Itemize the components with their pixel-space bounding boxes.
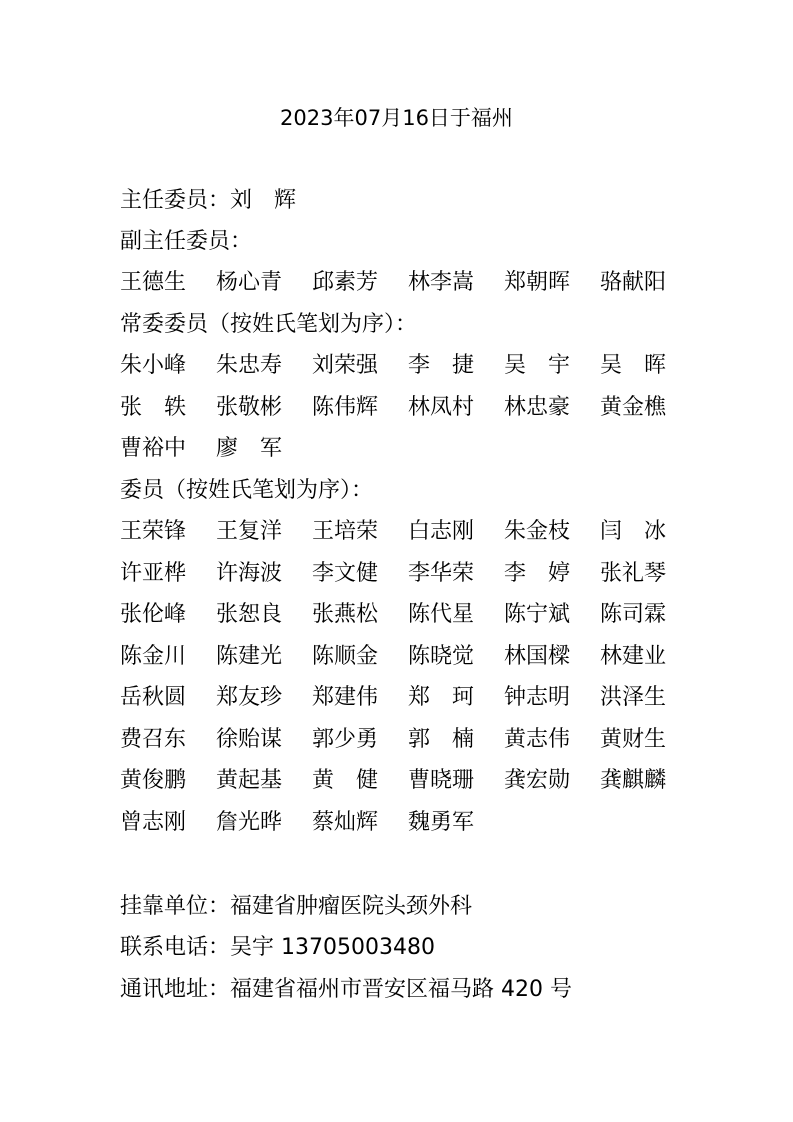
member-name: 郭 楠 <box>408 727 475 752</box>
vice-chair-name: 王德生 <box>120 270 187 295</box>
member-name: 郑友珍 <box>216 685 283 710</box>
standing-row <box>120 348 680 384</box>
member-name: 黄财生 <box>600 727 667 752</box>
member-name: 闫 冰 <box>600 519 667 544</box>
member-name: 徐贻谋 <box>216 727 283 752</box>
member-name: 洪泽生 <box>600 685 667 710</box>
member-row <box>120 639 680 675</box>
member-name: 许海波 <box>216 561 283 586</box>
chair-label: 主任委员： <box>120 188 231 213</box>
vice-chair-label: 副主任委员： <box>120 229 253 254</box>
standing-name: 张敬彬 <box>216 395 283 420</box>
standing-name: 廖 军 <box>216 436 283 461</box>
standing-name: 李 捷 <box>408 353 475 378</box>
member-row <box>120 805 680 841</box>
members-label: 委员（按姓氏笔划为序）： <box>120 478 374 503</box>
contact-phone: 联系电话：吴宇 13705003480 <box>120 935 435 960</box>
chair-name: 刘 辉 <box>230 188 297 213</box>
member-name: 许亚桦 <box>120 561 187 586</box>
member-row <box>120 722 680 758</box>
member-name: 蔡灿辉 <box>312 810 379 835</box>
chair-line <box>120 183 296 219</box>
member-name: 张恕良 <box>216 602 283 627</box>
standing-name: 朱小峰 <box>120 353 187 378</box>
standing-name: 张 轶 <box>120 395 187 420</box>
member-name: 张燕松 <box>312 602 379 627</box>
vice-chair-name: 邱素芳 <box>312 270 379 295</box>
standing-row <box>120 390 680 426</box>
vice-chair-name: 林李嵩 <box>408 270 475 295</box>
member-name: 张礼琴 <box>600 561 667 586</box>
affiliated-unit: 挂靠单位：福建省肿瘤医院头颈外科 <box>120 894 473 919</box>
vice-chair-name: 杨心青 <box>216 270 283 295</box>
standing-name: 吴 晖 <box>600 353 667 378</box>
member-row <box>120 763 680 799</box>
standing-name: 刘荣强 <box>312 353 379 378</box>
standing-row <box>120 431 680 467</box>
member-name: 郑建伟 <box>312 685 379 710</box>
member-name: 张伦峰 <box>120 602 187 627</box>
standing-name: 林凤村 <box>408 395 475 420</box>
member-name: 林建业 <box>600 644 667 669</box>
member-name: 陈顺金 <box>312 644 379 669</box>
member-name: 黄 健 <box>312 768 379 793</box>
member-name: 王荣锋 <box>120 519 187 544</box>
vice-chair-row <box>120 265 680 301</box>
member-name: 黄志伟 <box>504 727 571 752</box>
member-row <box>120 680 680 716</box>
member-name: 费召东 <box>120 727 187 752</box>
standing-label: 常委委员（按姓氏笔划为序）： <box>120 312 418 337</box>
standing-name: 曹裕中 <box>120 436 187 461</box>
standing-name: 陈伟辉 <box>312 395 379 420</box>
date-line: 2023年07月16日于福州 <box>280 106 513 130</box>
member-name: 岳秋圆 <box>120 685 187 710</box>
member-name: 白志刚 <box>408 519 475 544</box>
member-name: 陈金川 <box>120 644 187 669</box>
standing-name: 朱忠寿 <box>216 353 283 378</box>
standing-name: 吴 宇 <box>504 353 571 378</box>
mailing-address: 通讯地址：福建省福州市晋安区福马路 420 号 <box>120 977 572 1002</box>
member-name: 龚宏勋 <box>504 768 571 793</box>
standing-name: 林忠豪 <box>504 395 571 420</box>
member-name: 朱金枝 <box>504 519 571 544</box>
member-row <box>120 556 680 592</box>
member-name: 詹光晔 <box>216 810 283 835</box>
member-name: 曾志刚 <box>120 810 187 835</box>
vice-chair-name: 骆献阳 <box>600 270 667 295</box>
member-name: 魏勇军 <box>408 810 475 835</box>
member-name: 李华荣 <box>408 561 475 586</box>
member-name: 曹晓珊 <box>408 768 475 793</box>
member-row <box>120 514 680 550</box>
member-name: 陈司霖 <box>600 602 667 627</box>
member-name: 李文健 <box>312 561 379 586</box>
member-name: 黄起基 <box>216 768 283 793</box>
member-name: 李 婷 <box>504 561 571 586</box>
member-name: 林国樑 <box>504 644 571 669</box>
member-row <box>120 597 680 633</box>
member-name: 陈晓觉 <box>408 644 475 669</box>
vice-chair-name: 郑朝晖 <box>504 270 571 295</box>
member-name: 郑 珂 <box>408 685 475 710</box>
member-name: 王培荣 <box>312 519 379 544</box>
standing-name: 黄金樵 <box>600 395 667 420</box>
member-name: 陈建光 <box>216 644 283 669</box>
member-name: 陈代星 <box>408 602 475 627</box>
member-name: 钟志明 <box>504 685 571 710</box>
member-name: 黄俊鹏 <box>120 768 187 793</box>
member-name: 王复洋 <box>216 519 283 544</box>
member-name: 陈宁斌 <box>504 602 571 627</box>
member-name: 龚麒麟 <box>600 768 667 793</box>
member-name: 郭少勇 <box>312 727 379 752</box>
